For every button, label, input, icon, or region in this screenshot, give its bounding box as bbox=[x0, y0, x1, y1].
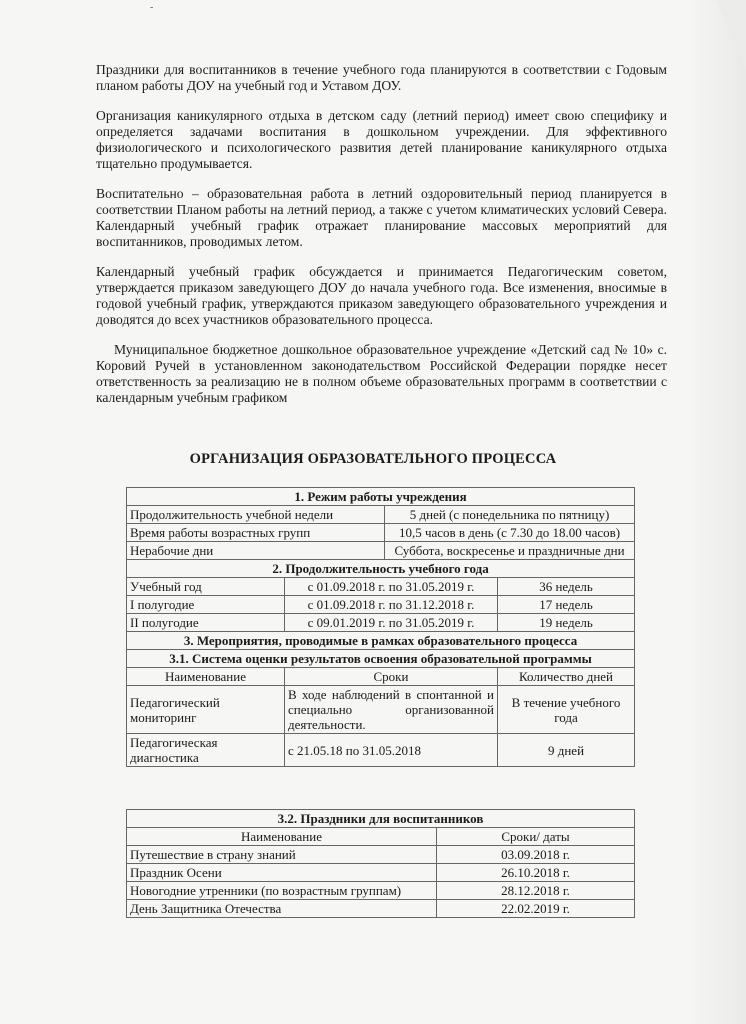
table-cell: 5 дней (с понедельника по пятницу) bbox=[385, 506, 635, 524]
table-cell: Время работы возрастных групп bbox=[127, 524, 385, 542]
column-header: Наименование bbox=[127, 828, 437, 846]
column-header: Наименование bbox=[127, 668, 285, 686]
table-cell: 03.09.2018 г. bbox=[437, 846, 635, 864]
page-corner-fold bbox=[716, 0, 746, 70]
column-header: Сроки bbox=[285, 668, 498, 686]
table-cell: I полугодие bbox=[127, 596, 285, 614]
table-cell: День Защитника Отечества bbox=[127, 900, 437, 918]
section-title: ОРГАНИЗАЦИЯ ОБРАЗОВАТЕЛЬНОГО ПРОЦЕССА bbox=[189, 451, 557, 467]
paragraph-holidays: Праздники для воспитанников в течение учебного года планируются в соответствии с Годовым планом работы ДОУ на учебный год и Уставом ДОУ. bbox=[96, 62, 667, 93]
table-cell: 9 дней bbox=[498, 734, 635, 767]
table-row bbox=[127, 524, 635, 542]
paragraph-schedule-approval: Календарный учебный график обсуждается и принимается Педагогическим советом, утверждается приказом заведующего ДОУ до начала учебного года. Все изменения, вносимые в годовой учебный график, утверждаются приказом заведующего образовательного учреждения и доводятся до всех участников образовательного процесса. bbox=[96, 264, 667, 327]
table-cell: с 09.01.2019 г. по 31.05.2019 г. bbox=[285, 614, 498, 632]
table-row bbox=[127, 542, 635, 560]
column-header: Сроки/ даты bbox=[437, 828, 635, 846]
table-row bbox=[127, 614, 635, 632]
table-cell: В ходе наблюдений в спонтанной и специально организованной деятельности. bbox=[285, 686, 498, 734]
table-cell: с 01.09.2018 г. по 31.05.2019 г. bbox=[285, 578, 498, 596]
table-row bbox=[127, 864, 635, 882]
table-row bbox=[127, 596, 635, 614]
section-3-title: 3. Мероприятия, проводимые в рамках образовательного процесса bbox=[127, 632, 635, 650]
section-1-title: 1. Режим работы учреждения bbox=[127, 488, 635, 506]
table-cell: 36 недель bbox=[498, 578, 635, 596]
table-cell: 19 недель bbox=[498, 614, 635, 632]
table-cell: Праздник Осени bbox=[127, 864, 437, 882]
table-row bbox=[127, 846, 635, 864]
paragraph-summer-work: Воспитательно – образовательная работа в летний оздоровительный период планируется в соответствии Планом работы на летний период, а также с учетом климатических условий Севера. Календарный учебный график отражает планирование массовых мероприятий для воспитанников, проводимых летом. bbox=[96, 186, 667, 249]
table-row bbox=[127, 882, 635, 900]
table-row bbox=[127, 686, 635, 734]
table-cell: В течение учебного года bbox=[498, 686, 635, 734]
table-cell: с 01.09.2018 г. по 31.12.2018 г. bbox=[285, 596, 498, 614]
page-shadow bbox=[686, 0, 746, 1024]
table-row bbox=[127, 506, 635, 524]
table-section-header bbox=[127, 810, 635, 828]
table-section-header bbox=[127, 650, 635, 668]
section-3-2-title: 3.2. Праздники для воспитанников bbox=[127, 810, 635, 828]
organization-table bbox=[126, 487, 635, 767]
table-cell: 28.12.2018 г. bbox=[437, 882, 635, 900]
table-cell: Суббота, воскресенье и праздничные дни bbox=[385, 542, 635, 560]
column-header: Количество дней bbox=[498, 668, 635, 686]
table-cell: Нерабочие дни bbox=[127, 542, 385, 560]
table-cell: 10,5 часов в день (с 7.30 до 18.00 часов) bbox=[385, 524, 635, 542]
table-section-header bbox=[127, 488, 635, 506]
table-cell: Педагогическая диагностика bbox=[127, 734, 285, 767]
table-cell: Педагогический мониторинг bbox=[127, 686, 285, 734]
paragraph-vacation: Организация каникулярного отдыха в детском саду (летний период) имеет свою специфику и определяется задачами воспитания в дошкольном учреждении. Для эффективного физиологического и психологического развития детей планирование каникулярного отдыха тщательно продумывается. bbox=[96, 108, 667, 171]
table-cell: II полугодие bbox=[127, 614, 285, 632]
table-cell: Продолжительность учебной недели bbox=[127, 506, 385, 524]
scan-mark: - bbox=[150, 2, 154, 13]
table-cell: 26.10.2018 г. bbox=[437, 864, 635, 882]
section-2-title: 2. Продолжительность учебного года bbox=[127, 560, 635, 578]
table-row bbox=[127, 734, 635, 767]
paragraph-responsibility: Муниципальное бюджетное дошкольное образовательное учреждение «Детский сад № 10» с. Коровий Ручей в установленном законодательством Российской Федерации порядке несет ответственность за реализацию не в полном объеме образовательных программ в соответствии с календарным учебным графиком bbox=[96, 342, 667, 405]
table-cell: Учебный год bbox=[127, 578, 285, 596]
section-3-1-title: 3.1. Система оценки результатов освоения образовательной программы bbox=[127, 650, 635, 668]
table-section-header bbox=[127, 560, 635, 578]
table-cell: с 21.05.18 по 31.05.2018 bbox=[285, 734, 498, 767]
table-cell: Новогодние утренники (по возрастным группам) bbox=[127, 882, 437, 900]
table-row bbox=[127, 900, 635, 918]
table-cell: 17 недель bbox=[498, 596, 635, 614]
table-cell: 22.02.2019 г. bbox=[437, 900, 635, 918]
table-header-row bbox=[127, 828, 635, 846]
table-row bbox=[127, 578, 635, 596]
intro-text bbox=[96, 62, 667, 420]
table-cell: Путешествие в страну знаний bbox=[127, 846, 437, 864]
holidays-table bbox=[126, 809, 635, 918]
table-header-row bbox=[127, 668, 635, 686]
table-section-header bbox=[127, 632, 635, 650]
